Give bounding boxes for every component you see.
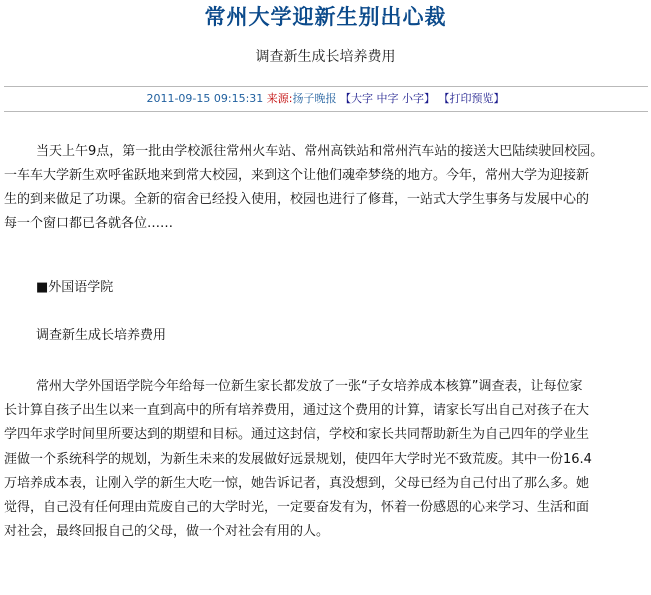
paragraph-line: 万培养成本表，让刚入学的新生大吃一惊，她告诉记者，真没想到，父母已经为自己付出了那么多。她 xyxy=(4,475,590,491)
paragraph-line: 当天上午9点，第一批由学校派往常州火车站、常州高铁站和常州汽车站的接送大巴陆续驶回校园。 xyxy=(36,144,604,159)
print-preview-link[interactable]: 【打印预览】 xyxy=(438,92,505,105)
divider-bottom xyxy=(4,111,648,112)
paragraph-line: 学四年求学时间里所要达到的期望和目标。通过这封信，学校和家长共同帮助新生为自己四年的学业生 xyxy=(4,427,590,443)
paragraph-line: 长计算自孩子出生以来一直到高中的所有培养费用，通过这个费用的计算，请家长写出自己对孩子在大 xyxy=(4,403,590,419)
paragraph-line: 对社会，最终回报自己的父母，做一个对社会有用的人。 xyxy=(4,524,330,540)
article-paragraph-1 xyxy=(4,140,644,236)
article-title: 常州大学迎新生别出心裁 xyxy=(204,5,447,29)
paragraph-line: 每一个窗口都已各就各位…… xyxy=(4,216,174,231)
source-name[interactable]: 扬子晚报 xyxy=(292,92,337,105)
font-size-medium-link[interactable]: 中字 xyxy=(376,92,399,105)
paragraph-line: 一车车大学新生欢呼雀跃地来到常大校园，来到这个让他们魂牵梦绕的地方。今年，常州大学为迎接新 xyxy=(4,168,590,183)
divider-top xyxy=(4,86,648,87)
article-paragraph-2 xyxy=(4,375,644,544)
section-heading: ■外国语学院 xyxy=(36,280,114,295)
publish-datetime: 2011-09-15 09:15:31 xyxy=(146,92,264,105)
font-size-small-link[interactable]: 小字】 xyxy=(402,92,436,105)
source-label: 来源: xyxy=(266,92,293,105)
paragraph-line: 常州大学外国语学院今年给每一位新生家长都发放了一张“子女培养成本核算”调查表，让每位家 xyxy=(36,379,583,394)
article-meta xyxy=(0,91,651,107)
paragraph-line: 涯做一个系统科学的规划，为新生未来的发展做好远景规划，使四年大学时光不致荒废。其中一份16.4 xyxy=(4,451,592,467)
article-subtitle: 调查新生成长培养费用 xyxy=(255,49,396,65)
font-size-large-link[interactable]: 【大字 xyxy=(340,92,374,105)
paragraph-line: 觉得，自己没有任何理由荒废自己的大学时光，一定要奋发有为，怀着一份感恩的心来学习、生活和面 xyxy=(4,500,590,516)
paragraph-line: 生的到来做足了功课。全新的宿舍已经投入使用，校园也进行了修葺，一站式大学生事务与发展中心的 xyxy=(4,192,590,207)
section-subheading: 调查新生成长培养费用 xyxy=(36,328,167,343)
